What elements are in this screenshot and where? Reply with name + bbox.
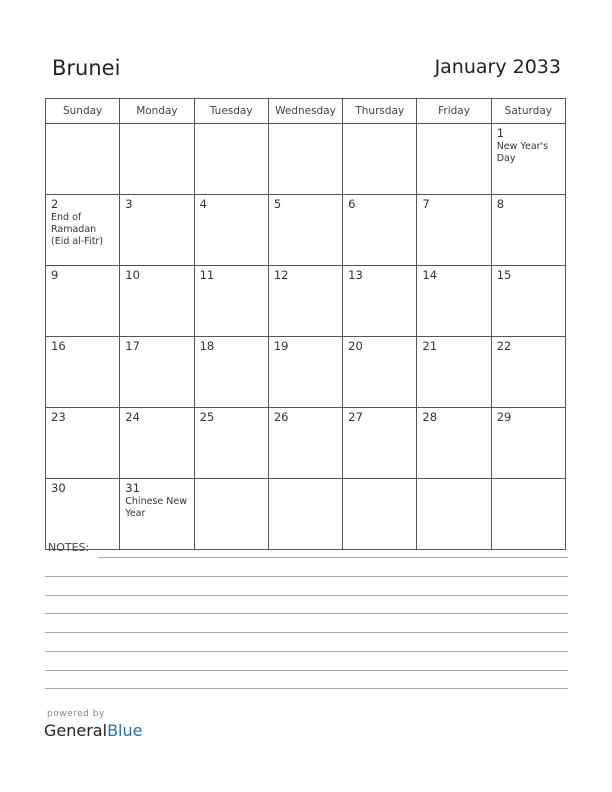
week-row [46,124,566,195]
weekday-saturday: Saturday [491,99,565,124]
day-number: 14 [422,268,438,282]
day-number: 21 [422,339,438,353]
notes-line [45,576,568,577]
day-number: 16 [51,339,66,353]
day-cell [46,124,120,195]
day-number: 11 [199,268,215,282]
notes-line [45,595,568,596]
day-cell [120,408,194,479]
weekday-wednesday: Wednesday [268,99,342,124]
day-cell [194,266,268,337]
day-cell [343,408,417,479]
day-cell [46,195,120,266]
weekday-friday: Friday [417,99,491,124]
day-cell [194,124,268,195]
holiday-label: Chinese New Year [125,496,187,519]
holiday-label: New Year's Day [496,141,549,164]
day-cell [268,408,342,479]
day-cell [491,408,565,479]
day-cell [120,479,194,550]
day-cell [491,266,565,337]
day-cell [268,124,342,195]
day-number: 30 [51,481,66,495]
brand-general: General [44,721,108,740]
day-number: 20 [348,339,363,353]
day-number: 13 [348,268,363,282]
day-cell [343,124,417,195]
brand-blue: Blue [107,721,143,740]
holiday-label: End of Ramadan (Eid al-Fitr) [51,212,104,247]
day-cell [343,337,417,408]
powered-by-text: powered by [47,709,105,719]
day-cell [268,195,342,266]
day-cell [120,266,194,337]
day-cell [343,195,417,266]
day-cell [491,124,565,195]
day-cell [491,195,565,266]
week-row [46,266,566,337]
month-year-title: January 2033 [434,56,561,78]
notes-line [45,613,568,614]
day-number: 17 [125,339,140,353]
day-cell [491,479,565,550]
day-number: 6 [348,197,356,211]
day-number: 29 [496,410,512,424]
day-cell [417,337,491,408]
day-cell [194,408,268,479]
day-cell [417,266,491,337]
notes-line [45,670,568,671]
day-cell [268,337,342,408]
day-cell [268,266,342,337]
notes-line [45,632,568,633]
day-cell [194,479,268,550]
weekday-sunday: Sunday [46,99,120,124]
day-cell [46,337,120,408]
day-number: 8 [496,197,505,211]
day-cell [46,408,120,479]
day-number: 12 [273,268,289,282]
week-row [46,195,566,266]
day-number: 24 [125,410,140,424]
day-number: 27 [348,410,363,424]
weekday-tuesday: Tuesday [194,99,268,124]
day-cell [120,195,194,266]
day-cell [417,195,491,266]
day-number: 31 [125,481,140,495]
day-number: 4 [199,197,207,211]
day-number: 7 [422,197,430,211]
day-cell [46,266,120,337]
day-cell [417,479,491,550]
brand-logo[interactable] [44,721,142,740]
day-cell [194,195,268,266]
day-cell [343,479,417,550]
day-cell [46,479,120,550]
notes-line [45,688,568,689]
day-number: 18 [199,339,215,353]
notes-label: NOTES: [48,541,90,554]
notes-line [45,651,568,652]
weekday-monday: Monday [120,99,194,124]
country-title: Brunei [52,56,121,80]
week-row [46,337,566,408]
day-number: 25 [199,410,215,424]
day-cell [120,337,194,408]
week-row [46,408,566,479]
day-cell [417,408,491,479]
day-cell [417,124,491,195]
notes-line [98,557,568,558]
day-cell [268,479,342,550]
day-number: 1 [496,126,505,140]
week-row [46,479,566,550]
day-number: 22 [496,339,512,353]
day-number: 2 [51,197,59,211]
weekday-header-row [46,99,566,124]
day-number: 26 [273,410,289,424]
day-number: 5 [273,197,282,211]
day-cell [491,337,565,408]
day-cell [194,337,268,408]
day-cell [343,266,417,337]
day-number: 9 [51,268,59,282]
day-number: 23 [51,410,66,424]
day-number: 3 [125,197,133,211]
calendar-grid [45,98,566,550]
day-number: 10 [125,268,140,282]
weekday-thursday: Thursday [343,99,417,124]
day-number: 15 [496,268,512,282]
day-number: 19 [273,339,289,353]
day-number: 28 [422,410,438,424]
day-cell [120,124,194,195]
